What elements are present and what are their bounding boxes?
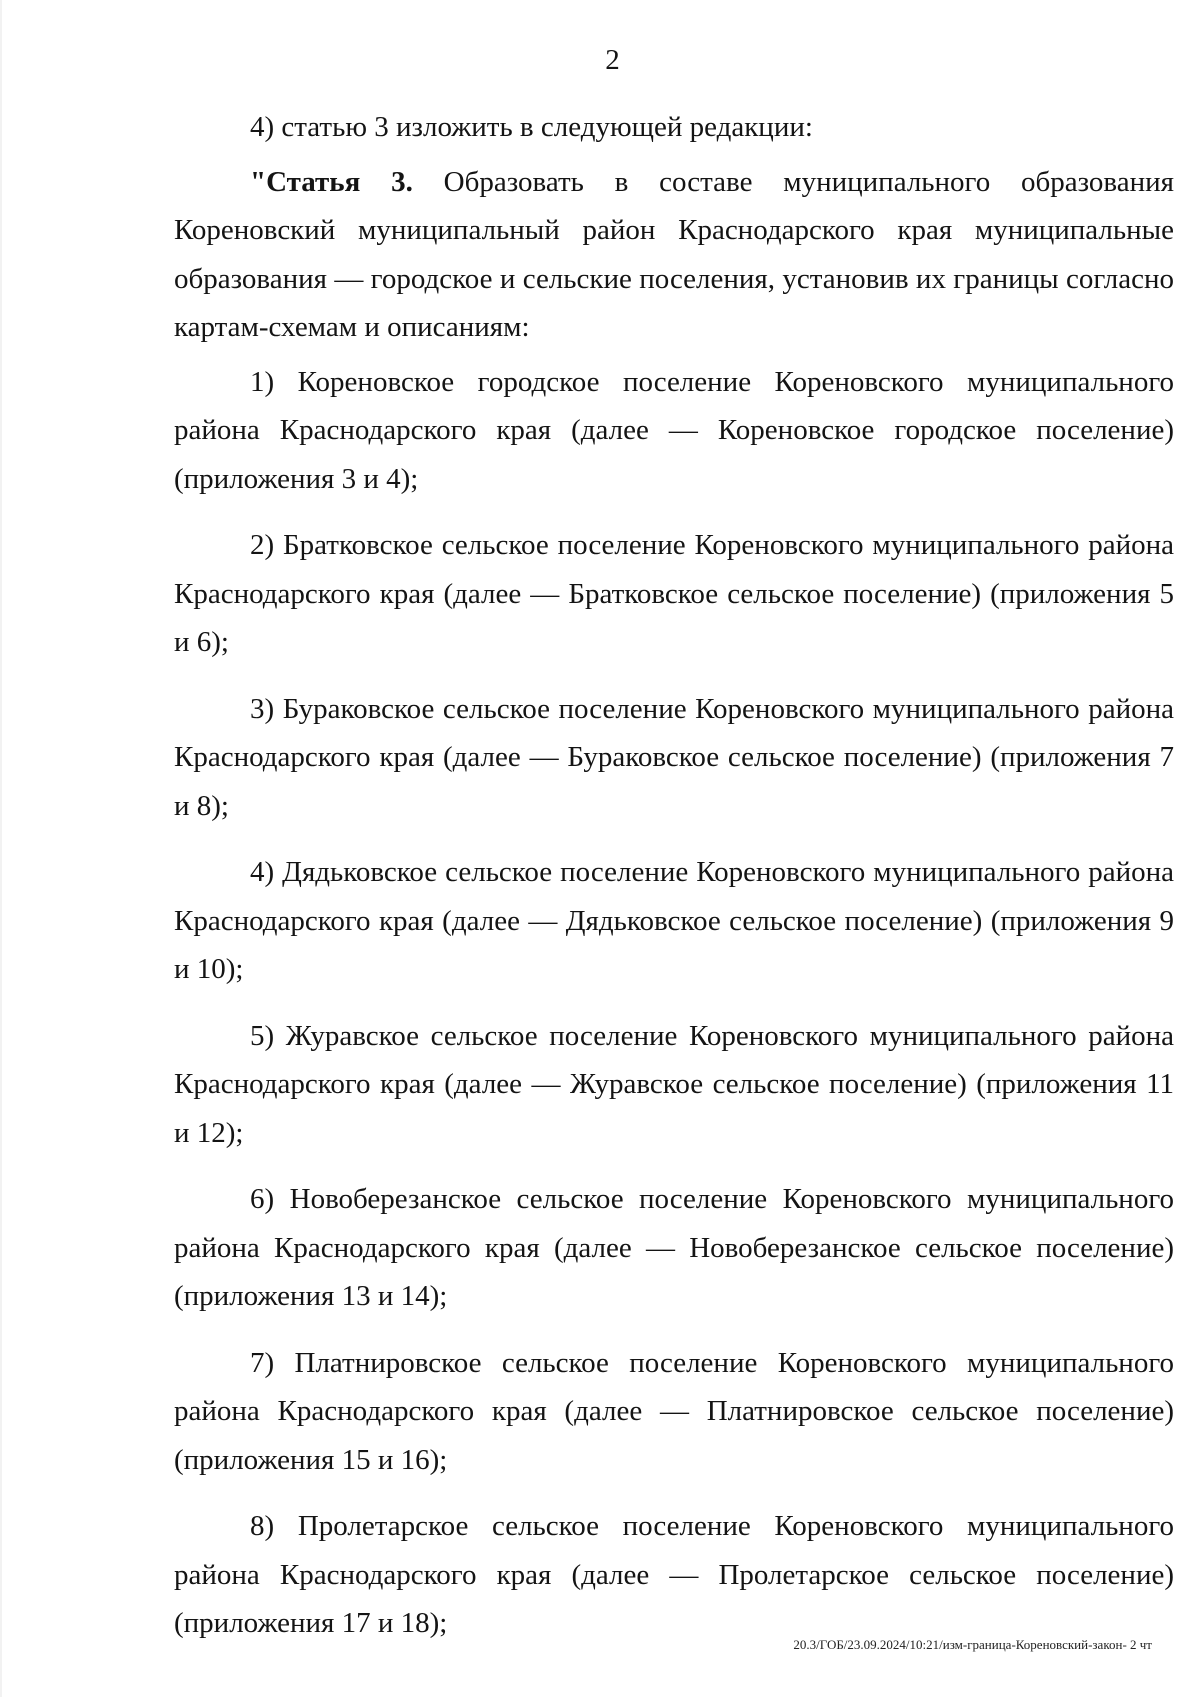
article-quote-mark: " [250,165,267,198]
list-item: 7) Платнировское сельское поселение Кореновского муниципального района Краснодарского края (далее — Платнировское сельское поселение) (приложения 15 и 16); [174,1346,1174,1476]
document-footer-code: 20.3/ГОБ/23.09.2024/10:21/изм-граница-Кореновский-закон- 2 чт [793,1637,1152,1652]
intro-paragraph: 4) статью 3 изложить в следующей редакции: [250,111,813,143]
list-item: 2) Братковское сельское поселение Кореновского муниципального района Краснодарского края (далее — Братковское сельское поселение) (приложения 5 и 6); [174,529,1174,658]
document-body [174,103,1174,1666]
list-item: 1) Кореновское городское поселение Кореновского муниципального района Краснодарского края (далее — Кореновское городское поселение) (приложения 3 и 4); [174,365,1174,495]
article-heading: Статья 3. [266,165,413,198]
page-number: 2 [605,44,620,76]
list-item: 8) Пролетарское сельское поселение Кореновского муниципального района Краснодарского края (далее — Пролетарское сельское поселение) (приложения 17 и 18); [174,1510,1174,1639]
article-text: Образовать в составе муниципального образования Кореновский муниципальный район Краснодарского края муниципальные образования — городское и сельские поселения, установив их границы согласно картам-схемам и описаниям: [174,165,1174,343]
list-item: 6) Новоберезанское сельское поселение Кореновского муниципального района Краснодарского края (далее — Новоберезанское сельское поселение) (приложения 13 и 14); [174,1183,1174,1312]
list-item: 3) Бураковское сельское поселение Кореновского муниципального района Краснодарского края (далее — Бураковское сельское поселение) (приложения 7 и 8); [174,692,1174,822]
scan-edge [0,0,2,1697]
list-item: 4) Дядьковское сельское поселение Кореновского муниципального района Краснодарского края (далее — Дядьковское сельское поселение) (приложения 9 и 10); [174,856,1174,985]
list-item: 5) Журавское сельское поселение Кореновского муниципального района Краснодарского края (далее — Журавское сельское поселение) (приложения 11 и 12); [174,1019,1174,1149]
article-paragraph [174,158,1174,352]
